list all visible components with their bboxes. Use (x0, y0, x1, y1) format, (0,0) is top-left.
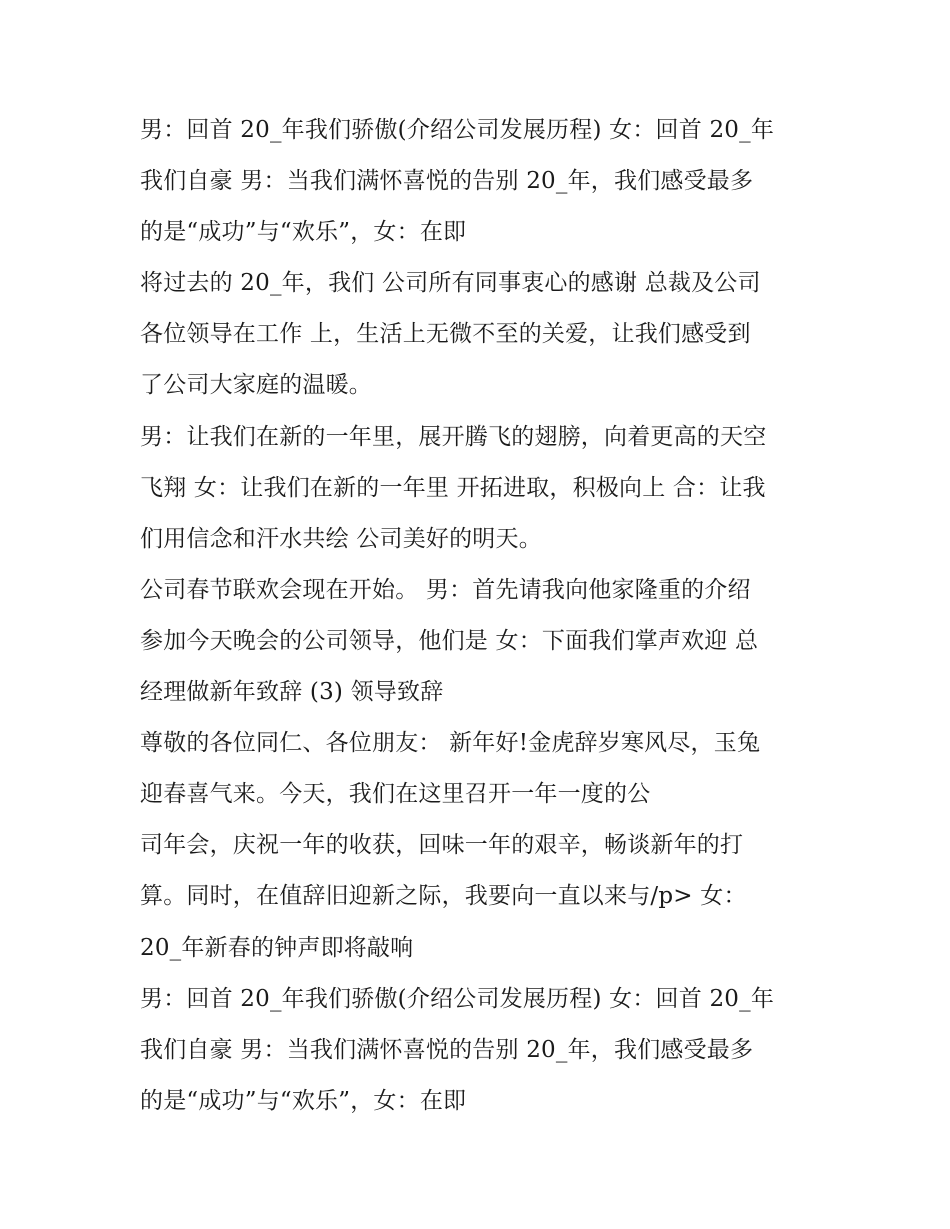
text-line: 了公司大家庭的温暖。 (140, 372, 372, 399)
text-line: 各位领导在工作 上，生活上无微不至的关爱，让我们感受到 (140, 321, 751, 348)
text-line: 参加今天晚会的公司领导，他们是 女：下面我们掌声欢迎 总 (140, 627, 759, 654)
text-line: 飞翔 女：让我们在新的一年里 开拓进取，积极向上 合：让我 (140, 474, 766, 501)
text-line: 将过去的 20_年，我们 公司所有同事衷心的感谢 总裁及公司 (140, 270, 761, 297)
text-line: 司年会，庆祝一年的收获，回味一年的艰辛，畅谈新年的打 (140, 832, 744, 859)
text-line: 男：让我们在新的一年里，展开腾飞的翅膀，向着更高的天空 (140, 423, 767, 450)
text-line: 我们自豪 男：当我们满怀喜悦的告别 20_年，我们感受最多 (140, 1036, 754, 1063)
text-line: 男：回首 20_年我们骄傲(介绍公司发展历程) 女：回首 20_年 (140, 985, 775, 1012)
text-line: 20_年新春的钟声即将敲响 (140, 934, 414, 961)
text-line: 我们自豪 男：当我们满怀喜悦的告别 20_年，我们感受最多 (140, 168, 754, 195)
text-line: 尊敬的各位同仁、各位朋友： 新年好!金虎辞岁寒风尽，玉兔 (140, 730, 761, 757)
text-line: 的是“成功”与“欢乐”，女：在即 (140, 219, 467, 246)
text-line: 公司春节联欢会现在开始。 男：首先请我向他家隆重的介绍 (140, 576, 751, 603)
text-line: 的是“成功”与“欢乐”，女：在即 (140, 1087, 467, 1114)
text-line: 迎春喜气来。今天，我们在这里召开一年一度的公 (140, 781, 651, 808)
text-line: 们用信念和汗水共绘 公司美好的明天。 (140, 525, 542, 552)
text-line: 经理做新年致辞 (3) 领导致辞 (140, 679, 444, 706)
text-line: 男：回首 20_年我们骄傲(介绍公司发展历程) 女：回首 20_年 (140, 117, 775, 143)
text-line: 算。同时，在值辞旧迎新之际，我要向一直以来与/p> 女： (140, 883, 747, 910)
document-body (140, 105, 830, 1127)
